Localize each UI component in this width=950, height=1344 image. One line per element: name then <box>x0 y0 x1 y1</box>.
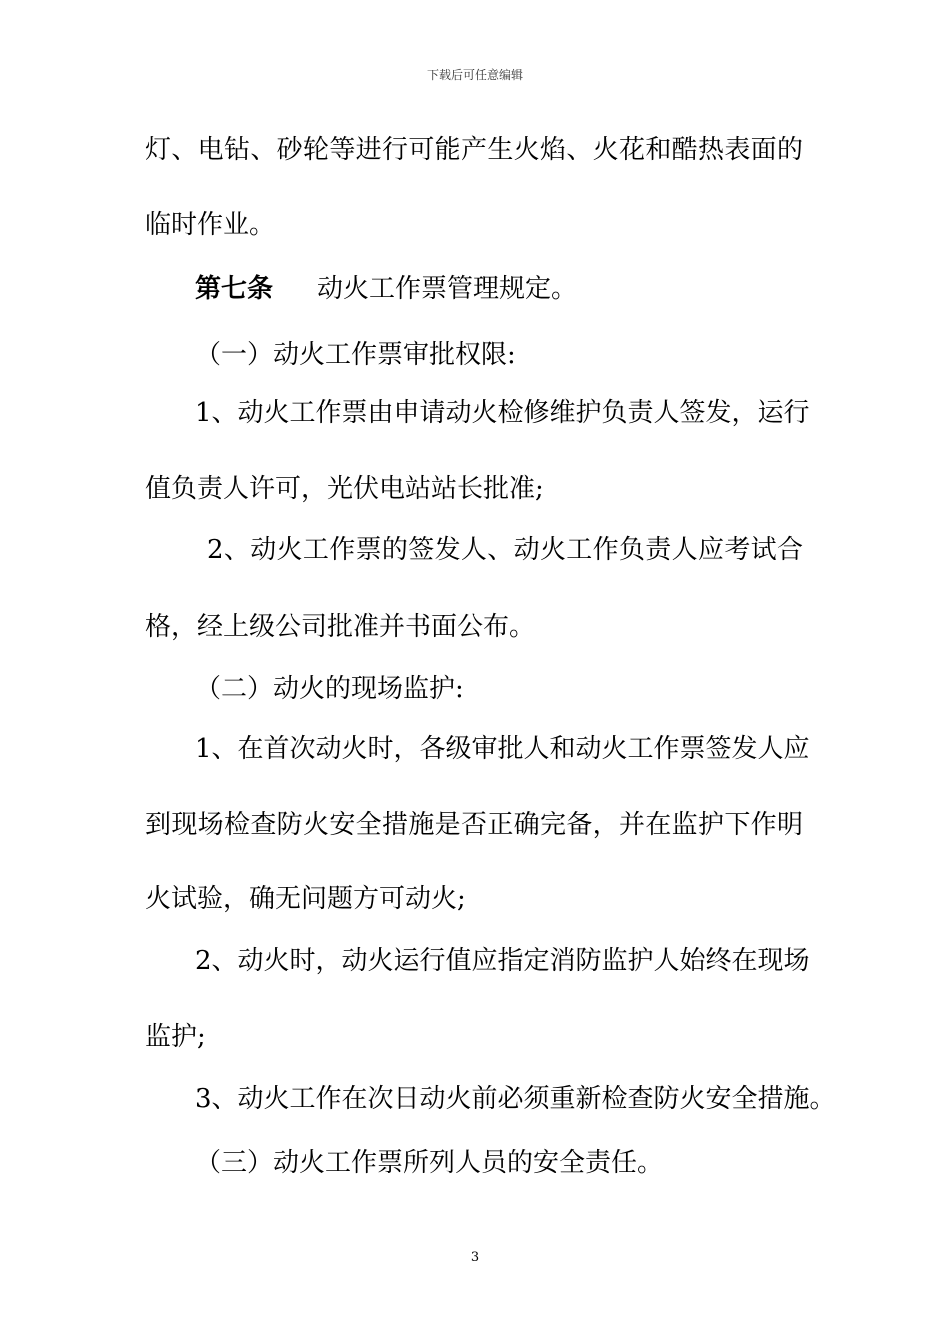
body-line: 3、动火工作在次日动火前必须重新检查防火安全措施。 <box>195 1084 836 1114</box>
body-line: 2、动火时，动火运行值应指定消防监护人始终在现场 <box>195 946 810 976</box>
article-number: 第七条 <box>195 274 274 304</box>
article-title: 动火工作票管理规定。 <box>317 274 578 304</box>
body-line: 到现场检查防火安全措施是否正确完备，并在监护下作明 <box>145 810 803 840</box>
body-line: 临时作业。 <box>145 210 276 240</box>
body-line: 值负责人许可，光伏电站站长批准; <box>145 474 544 504</box>
body-line: 格，经上级公司批准并书面公布。 <box>145 612 536 642</box>
body-line: 1、在首次动火时，各级审批人和动火工作票签发人应 <box>195 734 810 764</box>
body-line: 火试验，确无问题方可动火; <box>145 884 466 914</box>
page-header: 下载后可任意编辑 <box>426 68 523 82</box>
body-line: 监护; <box>145 1022 206 1052</box>
section-heading: （二）动火的现场监护: <box>195 674 464 704</box>
body-line: 1、动火工作票由申请动火检修维护负责人签发，运行 <box>195 398 810 428</box>
section-heading: （一）动火工作票审批权限: <box>195 340 516 370</box>
section-heading: （三）动火工作票所列人员的安全责任。 <box>195 1148 664 1178</box>
body-line: 2、动火工作票的签发人、动火工作负责人应考试合 <box>207 535 803 565</box>
article-heading <box>195 274 577 304</box>
body-line: 灯、电钻、砂轮等进行可能产生火焰、火花和酷热表面的 <box>145 135 803 165</box>
page-number: 3 <box>470 1250 480 1265</box>
